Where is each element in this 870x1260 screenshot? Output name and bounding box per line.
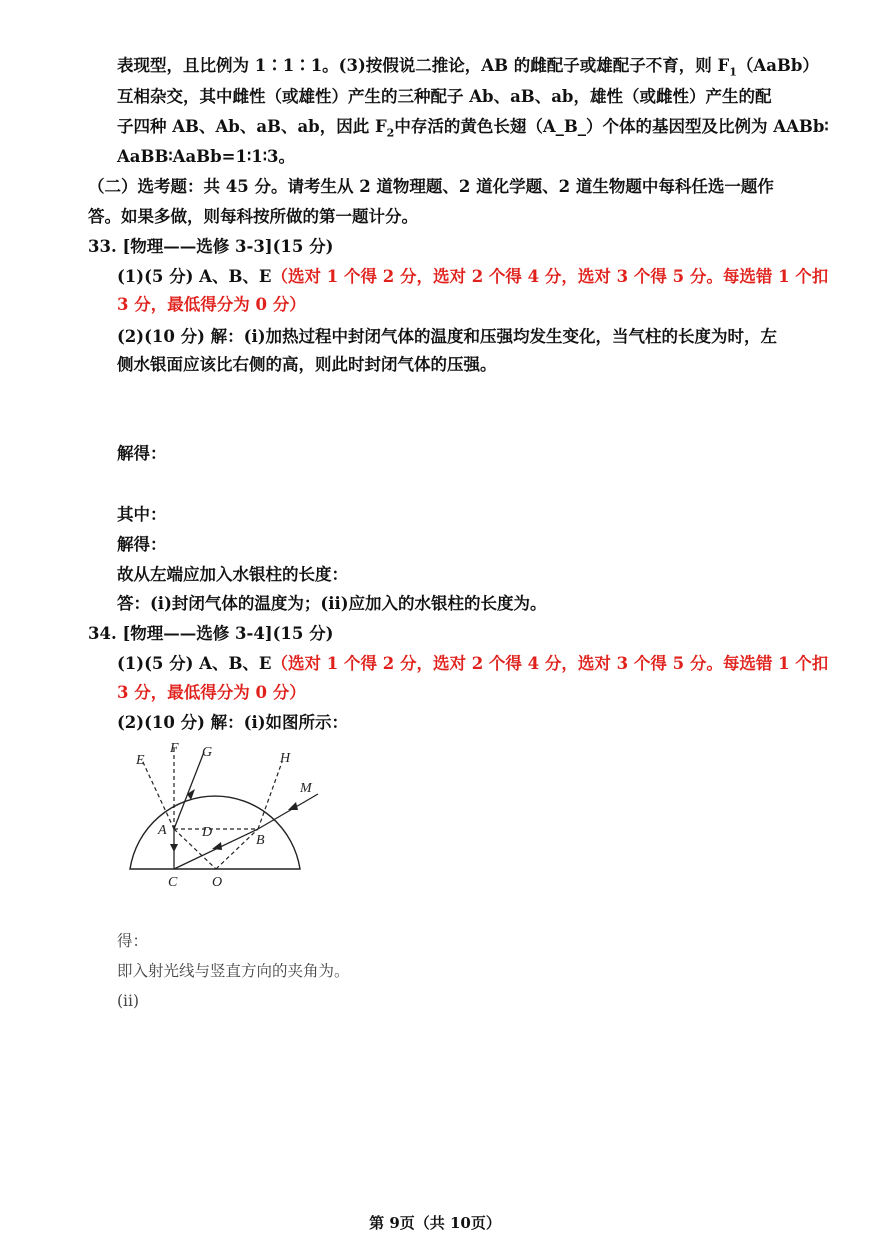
label-m: M [300, 781, 312, 796]
part-ii: (ii) [117, 992, 140, 1010]
de-line: 得： [117, 932, 149, 950]
page-footer: 第 9页（共 10页） [369, 1214, 501, 1232]
ray-ae [142, 760, 174, 829]
angle-line: 即入射光线与竖直方向的夹角为。 [117, 962, 350, 980]
jiede-1: 解得： [117, 444, 167, 463]
ray-ga [174, 752, 204, 829]
q34-part1-cont: 3 分，最低得分为 0 分） [117, 683, 306, 702]
label-g: G [202, 745, 213, 760]
q34-title: 34. [物理——选修 3-4](15 分) [88, 624, 334, 643]
radius-ob [216, 829, 258, 869]
jiede-2: 解得： [117, 535, 167, 554]
line-2: 互相杂交，其中雌性（或雄性）产生的三种配子 Ab、aB、ab，雄性（或雌性）产生的配 [117, 87, 772, 106]
line-3: 子四种 AB、Ab、aB、ab，因此 $F_2$中存活的黄色长翅（A_B_）个体的基因型及比例为 AABb∶ [117, 117, 829, 140]
q33-part1: (1)(5 分) A、B、E（选对 1 个得 2 分，选对 2 个得 4 分，选对 3 个得 5 分。每选错 1 个扣 [117, 267, 829, 286]
arrow-bd [212, 842, 222, 850]
line-4: AaBB∶AaBb=1∶1∶3。 [117, 147, 296, 166]
optics-diagram [128, 740, 312, 890]
answer-line: 答：(i)封闭气体的温度为；(ii)应加入的水银柱的长度为。 [117, 594, 547, 613]
label-f: F [170, 741, 179, 756]
label-h: H [280, 751, 291, 766]
line-1: 表现型，且比例为 1∶1∶1。(3)按假说二推论，AB 的雌配子或雄配子不育，则 $F_1(AaBb)$ [117, 56, 819, 79]
arrow-ac [170, 844, 178, 852]
label-d: D [202, 825, 213, 840]
q34-part2: (2)(10 分) 解：(i)如图所示： [117, 713, 349, 732]
label-e: E [136, 753, 145, 768]
label-c: C [168, 875, 178, 890]
normal-bh [258, 762, 282, 829]
q33-part1-cont: 3 分，最低得分为 0 分） [117, 295, 306, 314]
semicircle-outline [130, 796, 300, 869]
q33-part2: (2)(10 分) 解：(i)加热过程中封闭气体的温度和压强均发生变化，当气柱的长度为时，左 [117, 327, 778, 346]
q33-part2-cont: 侧水银面应该比右侧的高，则此时封闭气体的压强。 [117, 355, 497, 374]
qizhong: 其中： [117, 505, 167, 524]
label-a: A [158, 823, 167, 838]
label-o: O [212, 875, 223, 890]
ray-mb [258, 794, 318, 829]
arrow-m [288, 802, 298, 810]
q33-title: 33. [物理——选修 3-3](15 分) [88, 237, 334, 256]
label-b: B [256, 833, 265, 848]
q34-part1: (1)(5 分) A、B、E（选对 1 个得 2 分，选对 2 个得 4 分，选对 3 个得 5 分。每选错 1 个扣 [117, 654, 829, 673]
line-5: （二）选考题：共 45 分。请考生从 2 道物理题、2 道化学题、2 道生物题中每科任选一题作 [88, 177, 774, 196]
gucong-line: 故从左端应加入水银柱的长度： [117, 565, 348, 584]
line-6: 答。如果多做，则每科按所做的第一题计分。 [88, 207, 418, 226]
